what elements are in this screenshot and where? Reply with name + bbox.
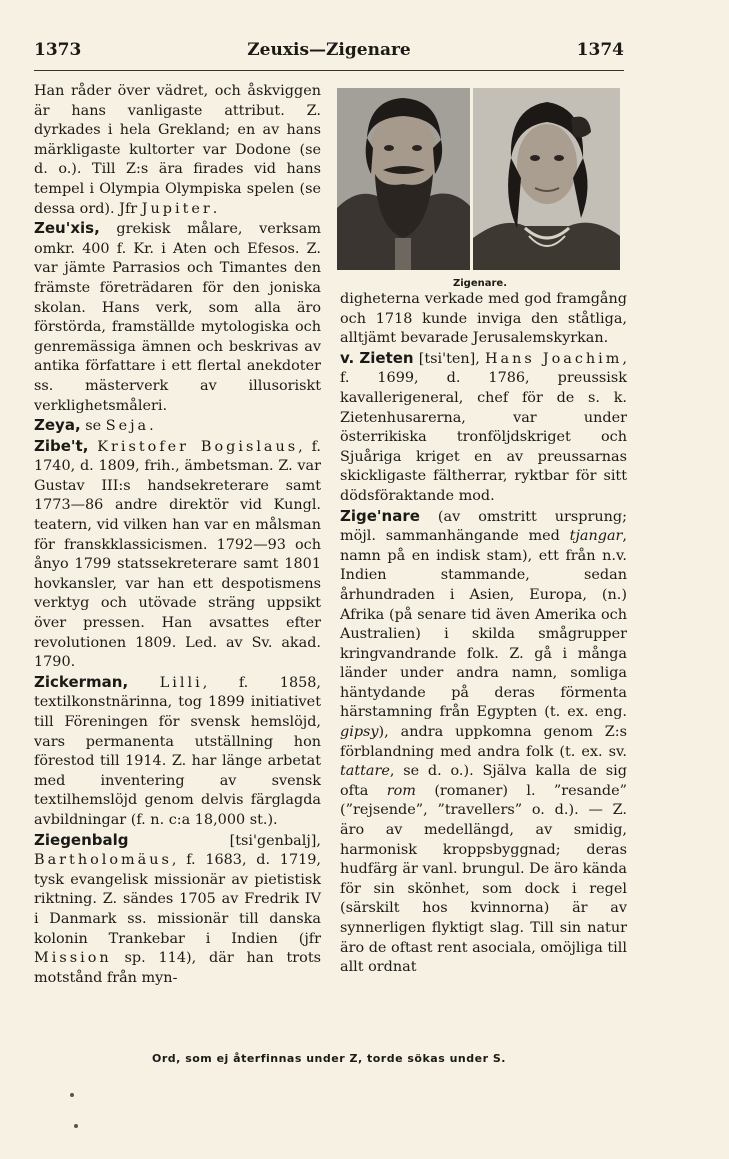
left-page-number: 1373: [34, 40, 82, 60]
header-rule: [34, 70, 624, 71]
photo-woman-portrait: [473, 88, 620, 270]
entry-zeuxis: Zeu'xis, grekisk målare, verksam omkr. 400 f. Kr. i Aten och Efesos. Z. var jämte Parrasios och Timantes den främste företrädaren för den joniska skolan. Hans verk, som alla äro förstörda, framställde mytologiska och genremässiga ämnen och beskrivas av antika författare i ett flertal anekdoter ss. mästerverk av illusoriskt verklighetsmåleri.: [34, 219, 321, 414]
entry-zigenare: Zige'nare (av omstritt ursprung; möjl. sammanhängande med tjangar, namn på en indisk stam), ett från n.v. Indien stammande, sedan århundraden i Asien, Europa, (n.) Afrika (på senare tid även Amerika och Australien) i skilda smågrupper kringvandrande folk. Z. gå i många länder under andra namn, somliga häntydande på deras förmenta härstamning från Egypten (t. ex. eng. gipsy), andra uppkomna genom Z:s förblandning med andra folk (t. ex. sv. tattare, se d. o.). Själva kalla de sig ofta rom (romaner) l. ”resande” (”rejsende”, ”travellers” o. d.). — Z. äro av medellängd, av smidig, harmonisk kroppsbyggnad; deras hudfärg är vanl. brungul. De äro kända för sin skönhet, som dock i regel (särskilt hos kvinnorna) är av synnerligen flyktigt slag. Till sin natur äro de oftast rent asociala, omöjliga till allt ordnat: [340, 506, 627, 976]
man-portrait-image: [337, 88, 470, 270]
page-footer-note: Ord, som ej återfinnas under Z, torde sökas under S.: [152, 1052, 506, 1065]
entry-ziegenbalg: Ziegenbalg [tsi'genbalj], Bartholomäus, f. 1683, d. 1719, tysk evangelisk missionär av pietistisk riktning. Z. sändes 1705 av Fredrik IV i Danmark ss. missionär till danska kolonin Trankebar i Indien (jfr Mission sp. 114), där han trots motstånd från myn-: [34, 830, 321, 986]
page-header: [34, 40, 624, 66]
zeus-entry-continuation: Han råder över vädret, och åskviggen är hans vanligaste attribut. Z. dyrkades i hela Grekland; en av hans märkligaste kultorter var Dodone (se d. o.). Till Z:s ära firades vid hans tempel i Olympia Olympiska spelen (se dessa ord). Jfr Jupiter.: [34, 83, 321, 217]
photo-figure: [337, 88, 623, 274]
left-column: [34, 82, 321, 988]
headword-zibet: Zibe't,: [34, 436, 89, 455]
figure-caption: Zigenare.: [453, 278, 507, 289]
right-page-number: 1374: [576, 40, 624, 60]
headword-zickerman: Zickerman,: [34, 672, 129, 691]
headword-zieten: Zieten: [359, 348, 414, 367]
photo-man-portrait: [337, 88, 470, 270]
entry-zibet: Zibe't, Kristofer Bogislaus, f. 1740, d. 1809, frih., ämbetsman. Z. var Gustav III:s handsekreterare samt 1773—86 andre direktör vid Kungl. teatern, vid vilken han var en målsman för franskklassicismen. 1792—93 och ånyo 1799 statssekreterare samt 1801 hovkansler, var han ett despotismens verktyg och utövade sträng uppsikt över pressen. Han avsattes efter revolutionen 1809. Led. av Sv. akad. 1790.: [34, 436, 321, 671]
headword-zigenare: Zige'nare: [340, 506, 420, 525]
headword-zeuxis: Zeu'xis,: [34, 219, 100, 238]
right-column: [340, 290, 627, 978]
running-title: Zeuxis—Zigenare: [247, 40, 411, 60]
entry-zeya: Zeya, se Seja.: [34, 416, 154, 435]
entry-zieten: v. Zieten [tsi'ten], Hans Joachim, f. 1699, d. 1786, preussisk kavallerigeneral, chef för de s. k. Zietenhusarerna, var under österrikiska tronföljdskriget och Sjuåriga kriget en av preussarnas skickligaste fältherrar, ryktbar för sitt dödsföraktande mod.: [340, 348, 627, 504]
ziegenbalg-entry-continuation: digheterna verkade med god framgång och 1718 kunde inviga den ståtliga, alltjämt bevarade Jerusalemskyrkan.: [340, 291, 627, 347]
print-speck: [70, 1093, 74, 1097]
entry-zickerman: Zickerman, Lilli, f. 1858, textilkonstnärinna, tog 1899 initiativet till Föreningen för svensk hemslöjd, vars permanenta utställning hon förestod till 1914. Z. har länge arbetat med inventering av svensk textilhemslöjd genom delvis färglagda avbildningar (f. n. c:a 18,000 st.).: [34, 672, 321, 828]
woman-portrait-image: [473, 88, 620, 270]
headword-zeya: Zeya,: [34, 416, 81, 435]
headword-ziegenbalg: Ziegenbalg: [34, 830, 129, 849]
zieten-prefix: v.: [340, 348, 355, 367]
print-speck: [74, 1124, 78, 1128]
